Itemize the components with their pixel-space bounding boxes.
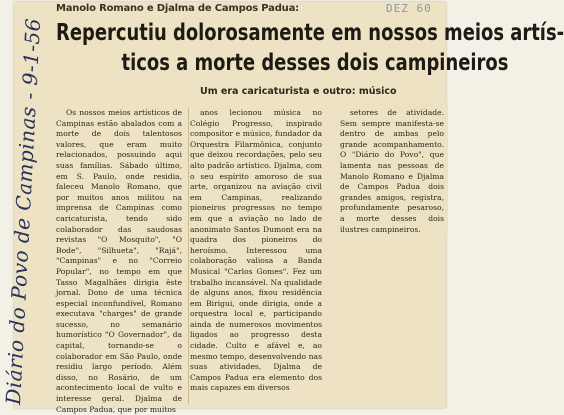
article-subhead: Um era caricaturista e outro: músico: [200, 86, 397, 97]
corner-stamp: DEZ 60: [386, 2, 432, 15]
column-1-text: Os nossos meios artísticos de Campinas estão abalados com a morte de dois talentosos valores, que eram muito relacionados, possuindo aqui suas famílias. Sábado último, em S. Paulo, onde residia, faleceu Manolo Romano, que por muitos anos militou na imprensa de Campinas como caricaturista, tendo sido colaborador das saudosas revistas "O Mosquito", "O Bode", "Silhueta", "Rajá", "Campinas" e no "Correio Popular", no tempo em que Tasso Magalhães dirigia êste jornal. Dono de uma técnica especial inconfundível, Romano executava "charges" de grande sucesso, no semanário humorístico "O Governador", da capital, tornando-se o colaborador em São Paulo, onde residiu largo período. Além disso, no Rosário, de um acontecimento local de vulto e interesse geral. Djalma de Campos Padua, que por muitos: [56, 108, 182, 414]
column-3-text: setores de atividade. Sem sempre manifesta-se dentro de ambas pelo grande acompanhamento. O "Diário do Povo", que lamenta nas pessoas de Manolo Romano e Djalma de Campos Padua dois grandes amigos, registra, profundamente pesaroso, a morte desses dois ilustres campineiros.: [340, 108, 444, 234]
article-column-3: [340, 108, 444, 234]
headline-line-2: ticos a morte desses dois campineiros: [121, 50, 509, 76]
handwritten-source-note: Diário do Povo de Campinas - 9-1-56: [1, 17, 46, 406]
headline-line-1: Repercutiu dolorosamente em nossos meios artís-: [56, 20, 564, 46]
article-column-2: [190, 108, 322, 404]
article-headline: [56, 18, 564, 78]
column-divider: [188, 108, 189, 404]
article-kicker: Manolo Romano e Djalma de Campos Padua:: [56, 3, 299, 14]
column-2-text: anos lecionou música no Colégio Progresso, inspirado compositor e músico, fundador da Orquestra Filarmônica, conjunto que deixou recordações, pelo seu alto padrão artístico. Djalma, com o seu espírito amoroso de sua arte, organizou na aviação civil em Campinas, realizando pioneiros progressos no tempo em que a aviação no lado de anonimato Santos Dumont era na quadra dos pioneiros do heroísmo. Interessou uma colaboração valiosa a Banda Musical "Carlos Gomes". Fez um trabalho incansável. Na qualidade de alguns anos, fixou residência em Birigui, onde dirigia, onde a orquestra local e, participando ainda de numerosos movimentos ligados ao progresso desta cidade. Culto e afável e, ao mesmo tempo, desenvolvendo nas suas atividades, Djalma de Campos Padua era elemento dos mais capazes em diversos: [190, 108, 322, 393]
article-column-1: [56, 108, 182, 414]
